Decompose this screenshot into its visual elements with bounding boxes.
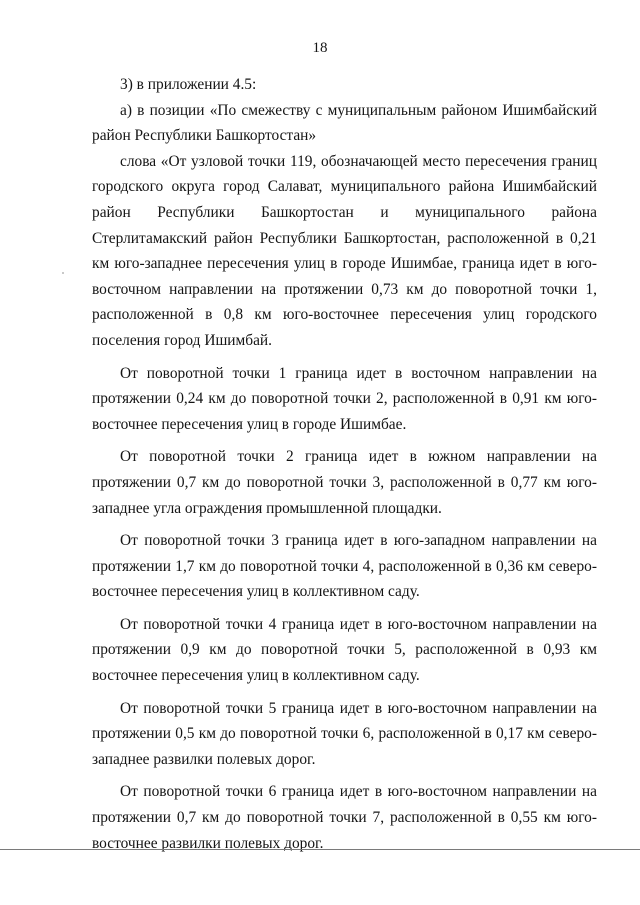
page-bottom-rule	[0, 849, 640, 850]
paragraph-point-4: От поворотной точки 4 граница идет в юго-восточном направлении на протяжении 0,9 км до поворотной точки 5, расположенной в 0,93 км восточнее пересечения улиц в коллективном саду.	[92, 615, 597, 685]
paragraph-point-6: От поворотной точки 6 граница идет в юго-восточном направлении на протяжении 0,7 км до поворотной точки 7, расположенной в 0,55 км юго-восточнее развилки полевых дорог.	[92, 783, 597, 852]
paragraph-boundary-start: слова «От узловой точки 119, обозначающей место пересечения границ городского округа город Салават, муниципального района Ишимбайский район Республики Башкортостан и муниципального района Стерлитамакский район Республики Башкортостан, расположенной в 0,21 км юго-западнее пересечения улиц в городе Ишимбае, граница идет в юго-восточном направлении на протяжении 0,73 км до поворотной точки 1, расположенной в 0,8 км юго-восточнее пересечения улиц городского поселения город Ишимбай.	[92, 152, 597, 349]
paragraph-point-1: От поворотной точки 1 граница идет в восточном направлении на протяжении 0,24 км до поворотной точки 2, расположенной в 0,91 км юго-восточнее пересечения улиц в городе Ишимбае.	[92, 364, 597, 433]
paragraph-point-5: От поворотной точки 5 граница идет в юго-восточном направлении на протяжении 0,5 км до поворотной точки 6, расположенной в 0,17 км северо-западнее развилки полевых дорог.	[92, 699, 597, 768]
paragraph-point-2: От поворотной точки 2 граница идет в южном направлении на протяжении 0,7 км до поворотной точки 3, расположенной в 0,77 км юго-западнее угла ограждения промышленной площадки.	[92, 448, 597, 517]
paragraph-position-title: а) в позиции «По смежеству с муниципальным районом Ишимбайский район Республики Башкортостан»	[92, 101, 597, 145]
page-number: 18	[312, 40, 328, 56]
document-body	[92, 72, 597, 856]
scan-speck	[62, 272, 64, 274]
paragraph-appendix-heading: 3) в приложении 4.5:	[120, 76, 257, 93]
paragraph-point-3: От поворотной точки 3 граница идет в юго-западном направлении на протяжении 1,7 км до поворотной точки 4, расположенной в 0,36 км северо-восточнее пересечения улиц в коллективном саду.	[92, 532, 597, 601]
